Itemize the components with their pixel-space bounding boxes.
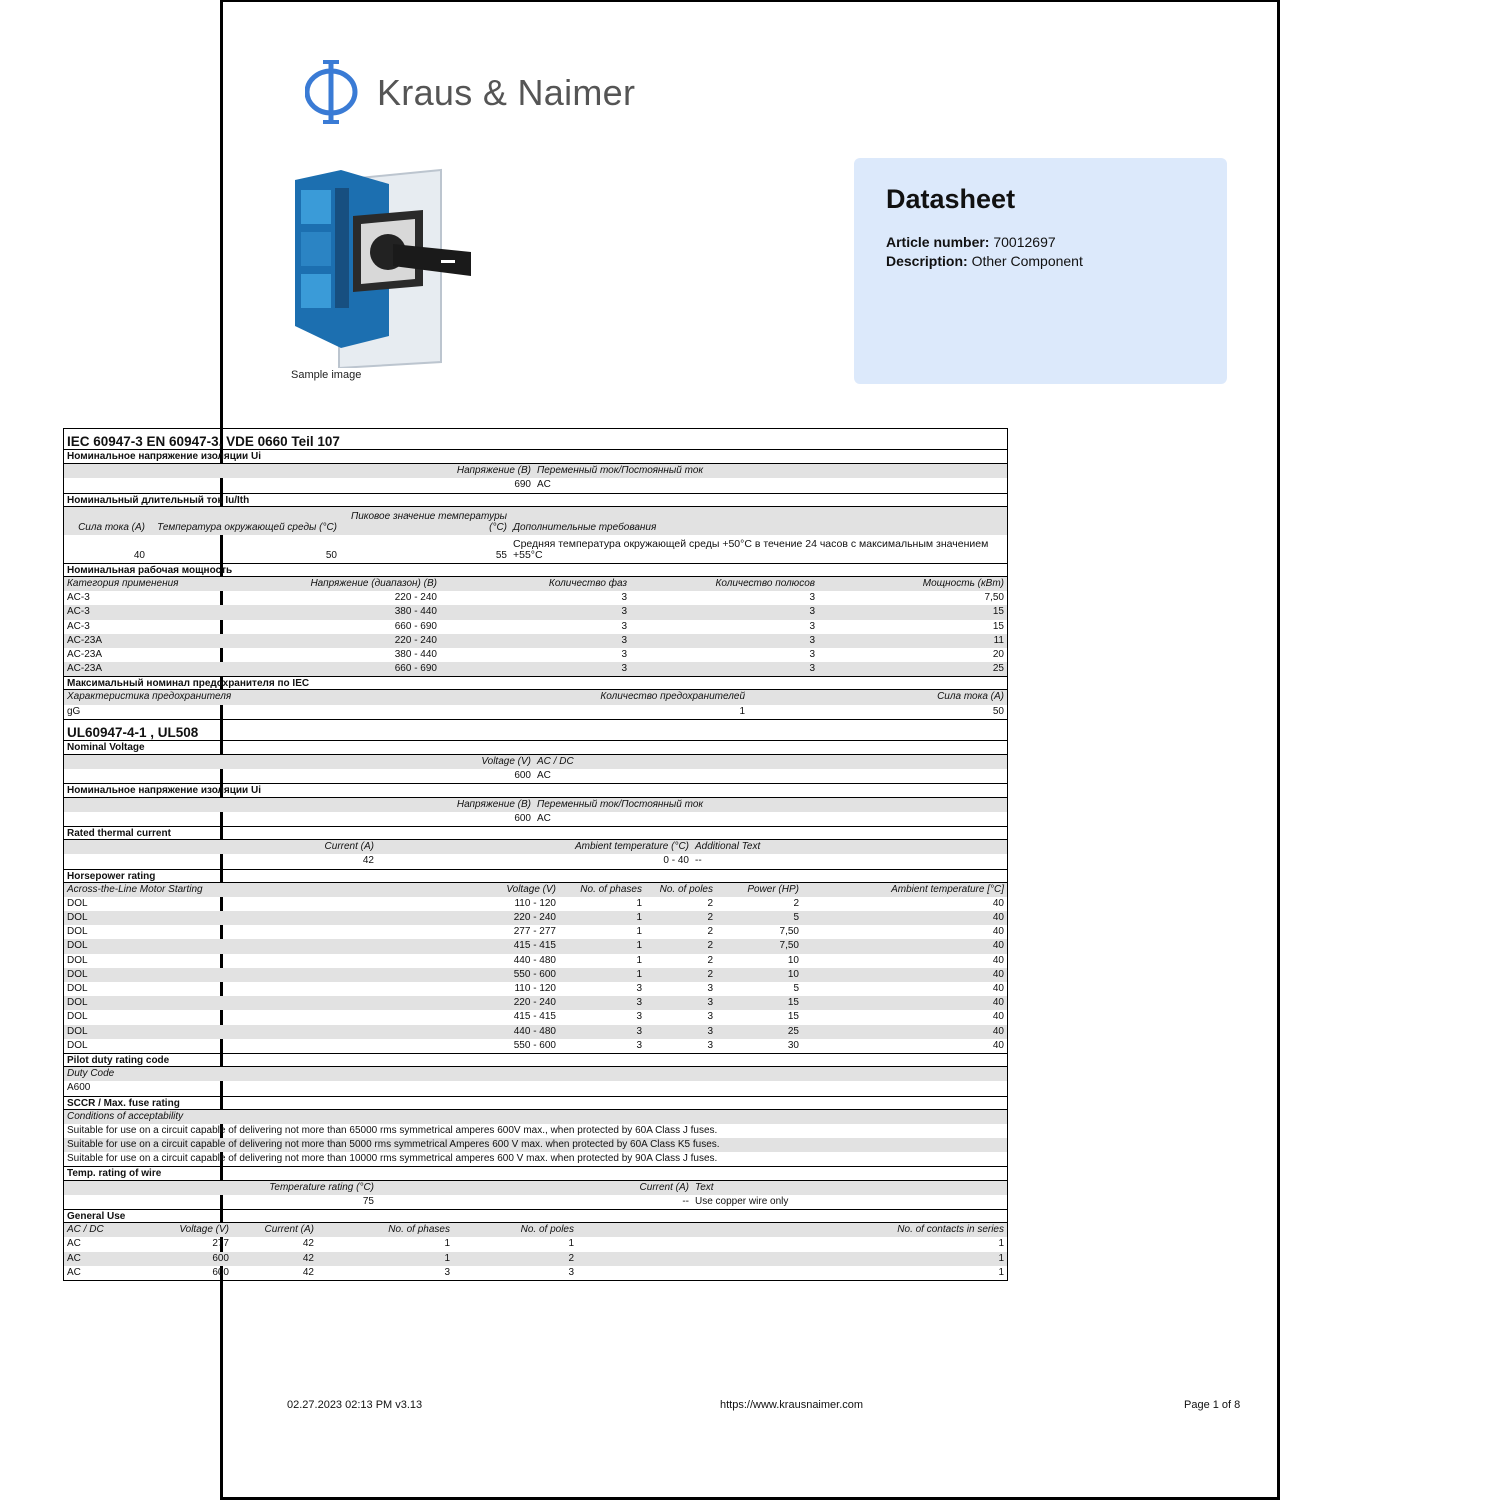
- cell-phases: 1: [444, 1238, 450, 1250]
- cell-voltage: 690: [514, 479, 531, 491]
- cell-power: 7,50: [984, 592, 1004, 604]
- col-ambient: Ambient temperature [°C]: [891, 883, 1004, 895]
- iec-power-title: Номинальная рабочая мощность: [64, 563, 1007, 577]
- col-type: Переменный ток/Постоянный ток: [537, 465, 704, 477]
- specifications-table: [63, 428, 1008, 1281]
- ul-pilot-header: [64, 1067, 1007, 1081]
- table-row: [64, 662, 1007, 676]
- col-power: Мощность (кВт): [922, 577, 1004, 589]
- cell-fuse-characteristic: gG: [67, 705, 81, 717]
- table-row: [64, 1237, 1007, 1251]
- cell-poles: 2: [707, 954, 713, 966]
- col-fuse-current: Сила тока (A): [937, 691, 1004, 703]
- ul-section-title: UL60947-4-1 , UL508: [64, 719, 1007, 741]
- cell-poles: 3: [809, 634, 815, 646]
- table-row: [64, 1025, 1007, 1039]
- cell-hp: 15: [787, 997, 799, 1009]
- col-acdc: AC / DC: [67, 1224, 104, 1236]
- col-ambient: Температура окружающей среды (°C): [157, 521, 337, 533]
- cell-peak: 55: [495, 549, 507, 561]
- cell-category: AC-3: [67, 620, 90, 632]
- cell-hp: 2: [793, 897, 799, 909]
- table-row: [64, 1138, 1007, 1152]
- cell-poles: 2: [707, 968, 713, 980]
- cell-hp: 7,50: [779, 940, 799, 952]
- cell-starting: DOL: [67, 968, 88, 980]
- cell-category: AC-3: [67, 592, 90, 604]
- col-voltage: Напряжение (В): [456, 465, 531, 477]
- table-row: [64, 1252, 1007, 1266]
- col-additional-text: Additional Text: [695, 841, 761, 853]
- iec-ui-row: [64, 478, 1007, 492]
- cell-phases: 3: [621, 648, 627, 660]
- cell-condition: Suitable for use on a circuit capable of delivering not more than 5000 rms symmetrical Amperes 600 V max. when protected by 60A Class K5 fuses.: [67, 1139, 720, 1151]
- article-number: [886, 234, 1056, 250]
- ul-sccr-title: SCCR / Max. fuse rating: [64, 1096, 1007, 1110]
- cell-phases: 1: [636, 926, 642, 938]
- cell-phases: 3: [636, 1011, 642, 1023]
- cell-hp: 7,50: [779, 926, 799, 938]
- col-text: Text: [695, 1181, 714, 1193]
- cell-ambient: 40: [992, 968, 1004, 980]
- iec-ith-row: [64, 535, 1007, 563]
- cell-starting: DOL: [67, 983, 88, 994]
- cell-phases: 3: [621, 606, 627, 618]
- ul-sccr-header: [64, 1110, 1007, 1124]
- ul-nominal-header: [64, 755, 1007, 769]
- cell-voltage: 220 - 240: [513, 912, 556, 924]
- col-current: Сила тока (A): [78, 521, 145, 533]
- cell-starting: DOL: [67, 1025, 88, 1037]
- cell-phases: 3: [636, 1025, 642, 1037]
- col-starting: Across-the-Line Motor Starting: [67, 883, 203, 895]
- footer-url[interactable]: https://www.krausnaimer.com: [720, 1399, 864, 1411]
- table-row: [64, 1152, 1007, 1166]
- ul-hp-rows: [64, 897, 1007, 1053]
- cell-acdc: AC: [67, 1266, 81, 1278]
- cell-additional-text: --: [695, 855, 702, 867]
- col-temp-rating: Temperature rating (°C): [269, 1181, 374, 1193]
- cell-poles: 3: [707, 1039, 713, 1051]
- col-phases: No. of phases: [580, 883, 642, 895]
- iec-ith-title: Номинальный длительный ток Iu/Ith: [64, 493, 1007, 507]
- iec-ui-title: Номинальное напряжение изоляции Ui: [64, 450, 1007, 464]
- table-row: [64, 634, 1007, 648]
- ul-ui-row: [64, 812, 1007, 826]
- col-category: Категория применения: [67, 577, 179, 589]
- cell-voltage: 550 - 600: [513, 968, 556, 980]
- cell-ambient: 40: [992, 1039, 1004, 1051]
- ul-nominal-row: [64, 769, 1007, 783]
- cell-ambient: 40: [992, 940, 1004, 952]
- iec-section-title: IEC 60947-3 EN 60947-3, VDE 0660 Teil 107: [64, 429, 1007, 450]
- cell-condition: Suitable for use on a circuit capable of delivering not more than 65000 rms symmetrical amperes 600V max., when protected by 60A Class J fuses.: [67, 1124, 718, 1136]
- ul-thermal-row: [64, 854, 1007, 868]
- cell-poles: 3: [568, 1266, 574, 1278]
- cell-starting: DOL: [67, 997, 88, 1009]
- col-additional: Дополнительные требования: [513, 521, 657, 533]
- col-fuse-count: Количество предохранителей: [600, 691, 745, 703]
- cell-starting: DOL: [67, 1011, 88, 1023]
- cell-type: AC: [537, 479, 551, 491]
- cell-ambient: 40: [992, 897, 1004, 909]
- table-row: [64, 605, 1007, 619]
- cell-voltage: 440 - 480: [513, 954, 556, 966]
- product-image: [291, 166, 481, 368]
- cell-voltage: 110 - 120: [514, 983, 556, 994]
- cell-starting: DOL: [67, 940, 88, 952]
- cell-voltage: 440 - 480: [513, 1025, 556, 1037]
- cell-poles: 2: [568, 1252, 574, 1264]
- footer-date: 02.27.2023 02:13 PM v3.13: [287, 1399, 423, 1411]
- cell-voltage: 415 - 415: [513, 1011, 556, 1023]
- cell-poles: 3: [809, 620, 815, 632]
- cell-current: 42: [362, 855, 374, 867]
- cell-phases: 3: [636, 997, 642, 1009]
- cell-voltage: 277 - 277: [513, 926, 556, 938]
- cell-category: AC-23A: [67, 634, 103, 646]
- iec-ith-header: [64, 507, 1007, 535]
- cell-voltage: 110 - 120: [514, 897, 556, 909]
- cell-category: AC-23A: [67, 648, 103, 660]
- description-label: Description:: [886, 253, 968, 269]
- cell-acdc: AC: [67, 1238, 81, 1250]
- cell-starting: DOL: [67, 926, 88, 938]
- cell-starting: DOL: [67, 897, 88, 909]
- cell-phases: 1: [636, 968, 642, 980]
- cell-acdc: AC: [67, 1252, 81, 1264]
- cell-hp: 15: [787, 1011, 799, 1023]
- cell-fuse-count: 1: [739, 705, 745, 717]
- col-ambient: Ambient temperature (°C): [574, 841, 689, 853]
- cell-poles: 3: [809, 663, 815, 675]
- article-number-label: Article number:: [886, 234, 990, 250]
- cell-current: --: [682, 1195, 689, 1207]
- col-poles: Количество полюсов: [715, 577, 815, 589]
- cell-ambient: 40: [992, 1011, 1004, 1023]
- cell-voltage: 600: [212, 1252, 229, 1264]
- cell-ambient: 40: [992, 926, 1004, 938]
- cell-poles: 3: [809, 648, 815, 660]
- table-row: [64, 620, 1007, 634]
- ul-general-rows: [64, 1237, 1007, 1280]
- cell-phases: 1: [636, 954, 642, 966]
- cell-voltage-range: 380 - 440: [394, 606, 437, 618]
- cell-voltage: 600: [514, 770, 531, 782]
- table-row: [64, 996, 1007, 1010]
- cell-phases: 3: [621, 634, 627, 646]
- cell-power: 15: [992, 620, 1004, 632]
- cell-phases: 1: [444, 1252, 450, 1264]
- cell-phases: 3: [621, 620, 627, 632]
- cell-poles: 2: [707, 940, 713, 952]
- cell-contacts: 1: [998, 1238, 1004, 1250]
- cell-contacts: 1: [998, 1266, 1004, 1278]
- cell-phases: 3: [444, 1266, 450, 1278]
- footer-page-number: Page 1 of 8: [1184, 1399, 1241, 1411]
- cell-voltage: 600: [514, 812, 531, 824]
- table-row: [64, 1039, 1007, 1053]
- datasheet-title: Datasheet: [886, 184, 1016, 214]
- ul-thermal-header: [64, 840, 1007, 854]
- ul-general-title: General Use: [64, 1209, 1007, 1223]
- table-row: [64, 939, 1007, 953]
- iec-power-rows: [64, 591, 1007, 676]
- cell-voltage: 277: [212, 1238, 229, 1250]
- col-current: Current (A): [264, 1224, 314, 1236]
- cell-condition: Suitable for use on a circuit capable of delivering not more than 10000 rms symmetrical amperes 600 V max. when protected by 90A Class J fuses.: [67, 1153, 718, 1165]
- cell-current: 42: [302, 1238, 314, 1250]
- table-row: [64, 925, 1007, 939]
- table-row: [64, 1010, 1007, 1024]
- ul-ui-title: Номинальное напряжение изоляции Ui: [64, 783, 1007, 797]
- description: [886, 253, 1083, 269]
- col-current: Current (A): [324, 841, 374, 853]
- table-row: [64, 591, 1007, 605]
- col-phases: No. of phases: [388, 1224, 450, 1236]
- cell-hp: 5: [793, 983, 799, 994]
- table-row: [64, 968, 1007, 982]
- cell-phases: 3: [636, 1039, 642, 1051]
- table-row: [64, 897, 1007, 911]
- col-voltage: Voltage (V): [506, 883, 556, 895]
- table-row: [64, 1266, 1007, 1280]
- iec-ui-header: [64, 464, 1007, 478]
- cell-voltage-range: 660 - 690: [394, 663, 437, 675]
- cell-hp: 30: [787, 1039, 799, 1051]
- cell-hp: 10: [787, 954, 799, 966]
- cell-poles: 3: [707, 1011, 713, 1023]
- cell-fuse-current: 50: [992, 705, 1004, 717]
- cell-phases: 1: [636, 912, 642, 924]
- cell-phases: 1: [636, 897, 642, 909]
- ul-pilot-row: [64, 1081, 1007, 1095]
- col-acdc: AC / DC: [537, 756, 574, 767]
- cell-duty-code: A600: [67, 1082, 91, 1094]
- cell-hp: 25: [787, 1025, 799, 1037]
- ul-wire-row: [64, 1195, 1007, 1209]
- cell-ambient: 40: [992, 997, 1004, 1009]
- cell-current: 42: [302, 1252, 314, 1264]
- cell-poles: 2: [707, 926, 713, 938]
- col-voltage: Voltage (V): [481, 756, 531, 767]
- col-duty-code: Duty Code: [67, 1068, 115, 1080]
- cell-starting: DOL: [67, 1039, 88, 1051]
- cell-voltage: 600: [212, 1266, 229, 1278]
- cell-phases: 1: [636, 940, 642, 952]
- cell-power: 25: [992, 663, 1004, 675]
- cell-hp: 5: [793, 912, 799, 924]
- cell-poles: 3: [809, 606, 815, 618]
- cell-additional: Средняя температура окружающей среды +50°C в течение 24 часов с максимальным значением +55°C: [513, 537, 989, 561]
- cell-category: AC-23A: [67, 663, 103, 675]
- cell-poles: 2: [707, 912, 713, 924]
- cell-voltage: 415 - 415: [513, 940, 556, 952]
- cell-poles: 2: [707, 897, 713, 909]
- cell-temp-rating: 75: [362, 1195, 374, 1207]
- cell-phases: 3: [621, 592, 627, 604]
- cell-current: 40: [133, 549, 145, 561]
- cell-power: 15: [992, 606, 1004, 618]
- col-contacts: No. of contacts in series: [897, 1224, 1004, 1236]
- cell-ambient: 40: [992, 954, 1004, 966]
- col-poles: No. of poles: [659, 883, 713, 895]
- col-conditions: Conditions of acceptability: [67, 1110, 184, 1122]
- cell-current: 42: [302, 1266, 314, 1278]
- cell-hp: 10: [787, 968, 799, 980]
- ul-wire-title: Temp. rating of wire: [64, 1166, 1007, 1180]
- table-row: [64, 982, 1007, 996]
- col-current: Current (A): [639, 1181, 689, 1193]
- cell-voltage: 220 - 240: [513, 997, 556, 1009]
- cell-power: 11: [993, 634, 1004, 646]
- table-row: [64, 911, 1007, 925]
- cell-voltage-range: 380 - 440: [394, 648, 437, 660]
- cell-ambient: 40: [992, 983, 1004, 994]
- cell-poles: 3: [707, 983, 713, 994]
- ul-wire-header: [64, 1181, 1007, 1195]
- cell-phases: 3: [636, 983, 642, 994]
- col-phases: Количество фаз: [548, 577, 627, 589]
- ul-general-header: [64, 1223, 1007, 1237]
- cell-text: Use copper wire only: [695, 1195, 789, 1207]
- cell-starting: DOL: [67, 954, 88, 966]
- iec-fuse-row: [64, 705, 1007, 719]
- ul-nominal-title: Nominal Voltage: [64, 741, 1007, 755]
- ul-sccr-rows: [64, 1124, 1007, 1167]
- cell-voltage-range: 220 - 240: [394, 634, 437, 646]
- cell-starting: DOL: [67, 912, 88, 924]
- cell-poles: 1: [568, 1238, 574, 1250]
- cell-voltage: 550 - 600: [513, 1039, 556, 1051]
- cell-type: AC: [537, 812, 551, 824]
- datasheet-info-box: [854, 158, 1227, 384]
- cell-poles: 3: [707, 997, 713, 1009]
- col-voltage: Voltage (V): [179, 1224, 229, 1236]
- table-row: [64, 648, 1007, 662]
- sample-image-caption: Sample image: [291, 369, 362, 381]
- cell-poles: 3: [809, 592, 815, 604]
- ul-pilot-title: Pilot duty rating code: [64, 1053, 1007, 1067]
- iec-power-header: [64, 577, 1007, 591]
- ul-hp-title: Horsepower rating: [64, 869, 1007, 883]
- ul-ui-header: [64, 798, 1007, 812]
- ul-hp-header: [64, 883, 1007, 897]
- cell-power: 20: [992, 648, 1004, 660]
- col-voltage: Напряжение (В): [456, 798, 531, 810]
- cell-phases: 3: [621, 663, 627, 675]
- cell-voltage-range: 220 - 240: [394, 592, 437, 604]
- cell-voltage-range: 660 - 690: [394, 620, 437, 632]
- col-poles: No. of poles: [520, 1224, 574, 1236]
- cell-ambient: 40: [992, 912, 1004, 924]
- cell-ambient: 40: [992, 1025, 1004, 1037]
- cell-poles: 3: [707, 1025, 713, 1037]
- cell-ambient: 50: [325, 549, 337, 561]
- cell-acdc: AC: [537, 770, 551, 782]
- col-type: Переменный ток/Постоянный ток: [537, 798, 704, 810]
- brand-name: Kraus & Naimer: [377, 72, 636, 113]
- description-value: Other Component: [971, 253, 1083, 269]
- cell-category: AC-3: [67, 606, 90, 618]
- table-row: [64, 954, 1007, 968]
- article-number-value: 70012697: [993, 234, 1056, 250]
- cell-ambient: 0 - 40: [663, 855, 689, 867]
- col-fuse-characteristic: Характеристика предохранителя: [67, 691, 232, 703]
- cell-contacts: 1: [998, 1252, 1004, 1264]
- iec-fuse-title: Максимальный номинал предохранителя по IEC: [64, 676, 1007, 690]
- col-hp: Power (HP): [747, 883, 799, 895]
- table-row: [64, 1124, 1007, 1138]
- col-voltage-range: Напряжение (диапазон) (В): [310, 577, 437, 589]
- ul-thermal-title: Rated thermal current: [64, 826, 1007, 840]
- col-peak: Пиковое значение температуры (°C): [350, 510, 507, 533]
- iec-fuse-header: [64, 690, 1007, 704]
